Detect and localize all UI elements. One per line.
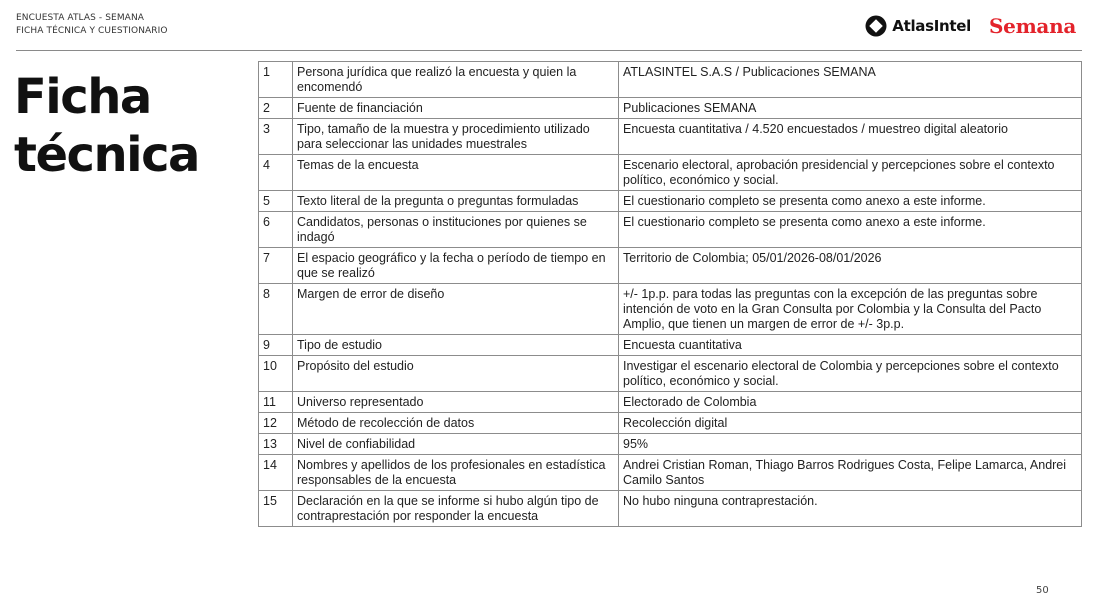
row-label: Tipo, tamaño de la muestra y procedimiento utilizado para seleccionar las unidades muestrales [293, 119, 619, 155]
row-number: 11 [259, 392, 293, 413]
row-number: 1 [259, 62, 293, 98]
row-value: El cuestionario completo se presenta como anexo a este informe. [619, 212, 1082, 248]
page-title [14, 68, 244, 184]
row-value: 95% [619, 434, 1082, 455]
row-number: 13 [259, 434, 293, 455]
row-value: Escenario electoral, aprobación presidencial y percepciones sobre el contexto político, económico y social. [619, 155, 1082, 191]
table-row [259, 155, 1082, 191]
row-label: Fuente de financiación [293, 98, 619, 119]
ficha-tecnica-table [258, 61, 1082, 527]
row-label: Temas de la encuesta [293, 155, 619, 191]
table-row [259, 356, 1082, 392]
row-label: El espacio geográfico y la fecha o período de tiempo en que se realizó [293, 248, 619, 284]
row-number: 8 [259, 284, 293, 335]
table-row [259, 119, 1082, 155]
title-line-1: Ficha [14, 69, 151, 125]
row-number: 2 [259, 98, 293, 119]
row-label: Tipo de estudio [293, 335, 619, 356]
row-value: +/- 1p.p. para todas las preguntas con la excepción de las preguntas sobre intención de voto en la Gran Consulta por Colombia y la Consulta del Pacto Amplio, que tienen un margen de error de +/- 3p.p. [619, 284, 1082, 335]
table-row [259, 491, 1082, 527]
logo-bar [865, 14, 1076, 38]
semana-logo: Semana [989, 14, 1076, 38]
row-label: Texto literal de la pregunta o preguntas formuladas [293, 191, 619, 212]
row-label: Nivel de confiabilidad [293, 434, 619, 455]
row-number: 4 [259, 155, 293, 191]
row-value: Electorado de Colombia [619, 392, 1082, 413]
document-header [16, 12, 168, 38]
row-value: Investigar el escenario electoral de Colombia y percepciones sobre el contexto político, económico y social. [619, 356, 1082, 392]
row-label: Universo representado [293, 392, 619, 413]
row-value: Encuesta cuantitativa / 4.520 encuestados / muestreo digital aleatorio [619, 119, 1082, 155]
table-row [259, 455, 1082, 491]
row-label: Declaración en la que se informe si hubo algún tipo de contraprestación por responder la encuesta [293, 491, 619, 527]
table-row [259, 62, 1082, 98]
row-label: Método de recolección de datos [293, 413, 619, 434]
row-label: Nombres y apellidos de los profesionales en estadística responsables de la encuesta [293, 455, 619, 491]
row-label: Candidatos, personas o instituciones por quienes se indagó [293, 212, 619, 248]
page-number: 50 [1036, 585, 1049, 596]
row-value: ATLASINTEL S.A.S / Publicaciones SEMANA [619, 62, 1082, 98]
row-number: 15 [259, 491, 293, 527]
row-value: Encuesta cuantitativa [619, 335, 1082, 356]
row-label: Persona jurídica que realizó la encuesta y quien la encomendó [293, 62, 619, 98]
table-row [259, 284, 1082, 335]
row-number: 12 [259, 413, 293, 434]
table-row [259, 248, 1082, 284]
atlasintel-label: AtlasIntel [892, 17, 971, 35]
row-value: No hubo ninguna contraprestación. [619, 491, 1082, 527]
row-number: 14 [259, 455, 293, 491]
row-label: Propósito del estudio [293, 356, 619, 392]
row-number: 3 [259, 119, 293, 155]
row-number: 7 [259, 248, 293, 284]
row-number: 9 [259, 335, 293, 356]
title-line-2: técnica [14, 127, 199, 183]
row-number: 5 [259, 191, 293, 212]
header-line-survey: ENCUESTA ATLAS - SEMANA [16, 13, 145, 23]
table-row [259, 212, 1082, 248]
atlasintel-mark-icon [865, 15, 887, 37]
row-value: El cuestionario completo se presenta como anexo a este informe. [619, 191, 1082, 212]
row-value: Territorio de Colombia; 05/01/2026-08/01/2026 [619, 248, 1082, 284]
header-divider [16, 50, 1082, 51]
row-number: 10 [259, 356, 293, 392]
row-value: Recolección digital [619, 413, 1082, 434]
atlasintel-logo [865, 15, 971, 37]
row-value: Publicaciones SEMANA [619, 98, 1082, 119]
table-row [259, 413, 1082, 434]
header-line-section: FICHA TÉCNICA Y CUESTIONARIO [16, 26, 168, 36]
table-row [259, 191, 1082, 212]
row-number: 6 [259, 212, 293, 248]
table-row [259, 392, 1082, 413]
row-label: Margen de error de diseño [293, 284, 619, 335]
table-row [259, 335, 1082, 356]
row-value: Andrei Cristian Roman, Thiago Barros Rodrigues Costa, Felipe Lamarca, Andrei Camilo Santos [619, 455, 1082, 491]
table-row [259, 434, 1082, 455]
table-row [259, 98, 1082, 119]
